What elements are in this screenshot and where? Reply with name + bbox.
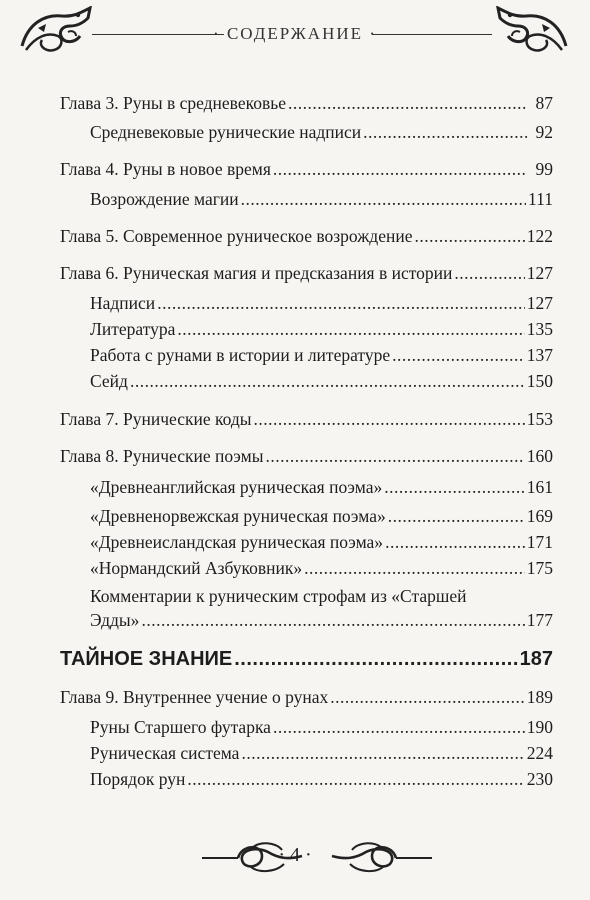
- toc-entry-title: «Древнеисландская руническая поэма»: [90, 532, 384, 552]
- knot-ornament-icon: [326, 836, 436, 876]
- toc-entry-title: Руническая система: [90, 743, 240, 763]
- toc-entry-title: Глава 5. Современное руническое возрождение: [60, 226, 413, 246]
- dot-leader: [157, 292, 525, 314]
- toc-entry-title: Глава 6. Руническая магия и предсказания в истории: [60, 263, 453, 283]
- toc-entry-page: 160: [526, 446, 553, 466]
- dot-leader: [266, 445, 525, 467]
- toc-entry-page: 127: [526, 293, 553, 313]
- toc-entry-page: 171: [526, 532, 553, 552]
- toc-entry-title: Эдды»: [90, 610, 140, 630]
- toc-entry-page: 135: [526, 319, 553, 339]
- toc-entry-section[interactable]: [90, 318, 553, 340]
- toc-entry-page: 224: [526, 743, 553, 763]
- dot-leader: [363, 121, 527, 143]
- toc-entry-title: «Древненорвежская руническая поэма»: [90, 506, 386, 526]
- toc-entry-page: 137: [526, 345, 553, 365]
- toc-entry-page: 177: [526, 610, 553, 630]
- toc-entry-page: 122: [526, 226, 553, 246]
- dot-leader: [187, 768, 524, 790]
- dot-leader: [273, 716, 525, 738]
- toc-entry-title: Возрождение магии: [90, 189, 239, 209]
- toc-entry-page: 190: [526, 717, 553, 737]
- toc-entry-section[interactable]: [90, 505, 553, 527]
- toc-entry-title: Работа с рунами в истории и литературе: [90, 345, 391, 365]
- dot-leader: [273, 158, 527, 180]
- toc-entry-page: 150: [526, 371, 553, 391]
- toc-entry-page: 230: [526, 769, 553, 789]
- dot-leader: [330, 686, 524, 708]
- dot-leader: [130, 370, 525, 392]
- toc-entry-title: Глава 7. Рунические коды: [60, 409, 252, 429]
- header-title: · СОДЕРЖАНИЕ ·: [213, 24, 377, 43]
- toc-entry-page: 169: [526, 506, 553, 526]
- dot-leader: [288, 92, 527, 114]
- toc-entry-section[interactable]: [90, 292, 553, 314]
- toc-entry-section[interactable]: [90, 121, 553, 143]
- toc-entry-chapter-5[interactable]: [60, 225, 553, 247]
- toc-entry-chapter-3[interactable]: [60, 92, 553, 114]
- toc-entry-page: 189: [526, 687, 553, 707]
- toc-entry-section[interactable]: [90, 344, 553, 366]
- toc-entry-chapter-7[interactable]: [60, 408, 553, 430]
- toc-entry-section[interactable]: [90, 742, 553, 764]
- toc-entry-part[interactable]: [60, 648, 553, 670]
- toc-entry-title: Средневековые рунические надписи: [90, 122, 362, 142]
- toc-entry-page: 87: [535, 93, 553, 113]
- toc-entry-title: Надписи: [90, 293, 156, 313]
- dot-leader: [234, 648, 517, 670]
- dot-leader: [177, 318, 524, 340]
- dot-leader: [304, 557, 525, 579]
- toc-entry-title: Литература: [90, 319, 176, 339]
- toc-entry-section[interactable]: [90, 716, 553, 738]
- toc-entry-section[interactable]: [90, 188, 553, 210]
- toc-entry-title: Сейд: [90, 371, 128, 391]
- toc-entry-page: 161: [526, 477, 553, 497]
- dot-leader: [454, 262, 524, 284]
- toc-entry-title: Глава 4. Руны в новое время: [60, 159, 271, 179]
- toc-entry-section[interactable]: [90, 531, 553, 553]
- toc-entry-title: Глава 9. Внутреннее учение о рунах: [60, 687, 329, 707]
- toc-entry-page: 175: [526, 558, 553, 578]
- toc-entry-title: Глава 8. Рунические поэмы: [60, 446, 264, 466]
- toc-entry-chapter-6[interactable]: [60, 262, 553, 284]
- toc-entry-title: Порядок рун: [90, 769, 186, 789]
- dot-leader: [241, 742, 524, 764]
- toc-entry-section[interactable]: [90, 609, 553, 631]
- page-number: · 4 ·: [278, 844, 312, 866]
- toc-entry-page: 111: [528, 189, 553, 209]
- toc-entry-page: 153: [526, 409, 553, 429]
- toc-entry-title: ТАЙНОЕ ЗНАНИЕ: [60, 648, 233, 670]
- dot-leader: [392, 344, 525, 366]
- dot-leader: [414, 225, 524, 247]
- toc-entry-page: 99: [535, 159, 553, 179]
- toc-entry-section[interactable]: [90, 476, 553, 498]
- toc-entry-title: «Нормандский Азбуковник»: [90, 558, 303, 578]
- toc-entry-chapter-8[interactable]: [60, 445, 553, 467]
- toc-entry-section[interactable]: [90, 557, 553, 579]
- toc-entry-chapter-4[interactable]: [60, 158, 553, 180]
- toc-entry-title: Глава 3. Руны в средневековье: [60, 93, 286, 113]
- toc-entry-title: Руны Старшего футарка: [90, 717, 271, 737]
- toc-entry-chapter-9[interactable]: [60, 686, 553, 708]
- toc-entry-title-line1[interactable]: Комментарии к руническим строфам из «Старшей: [90, 586, 467, 606]
- dot-leader: [385, 531, 525, 553]
- toc-entry-title: «Древнеанглийская руническая поэма»: [90, 477, 383, 497]
- dot-leader: [141, 609, 524, 631]
- toc-entry-page: 187: [519, 648, 553, 670]
- toc-entry-page: 127: [526, 263, 553, 283]
- toc-entry-page: 92: [535, 122, 553, 142]
- dot-leader: [384, 476, 524, 498]
- toc-entry-section[interactable]: [90, 768, 553, 790]
- toc-entry-section[interactable]: [90, 370, 553, 392]
- dot-leader: [388, 505, 525, 527]
- dot-leader: [241, 188, 526, 210]
- page-footer: [0, 830, 590, 880]
- dot-leader: [254, 408, 525, 430]
